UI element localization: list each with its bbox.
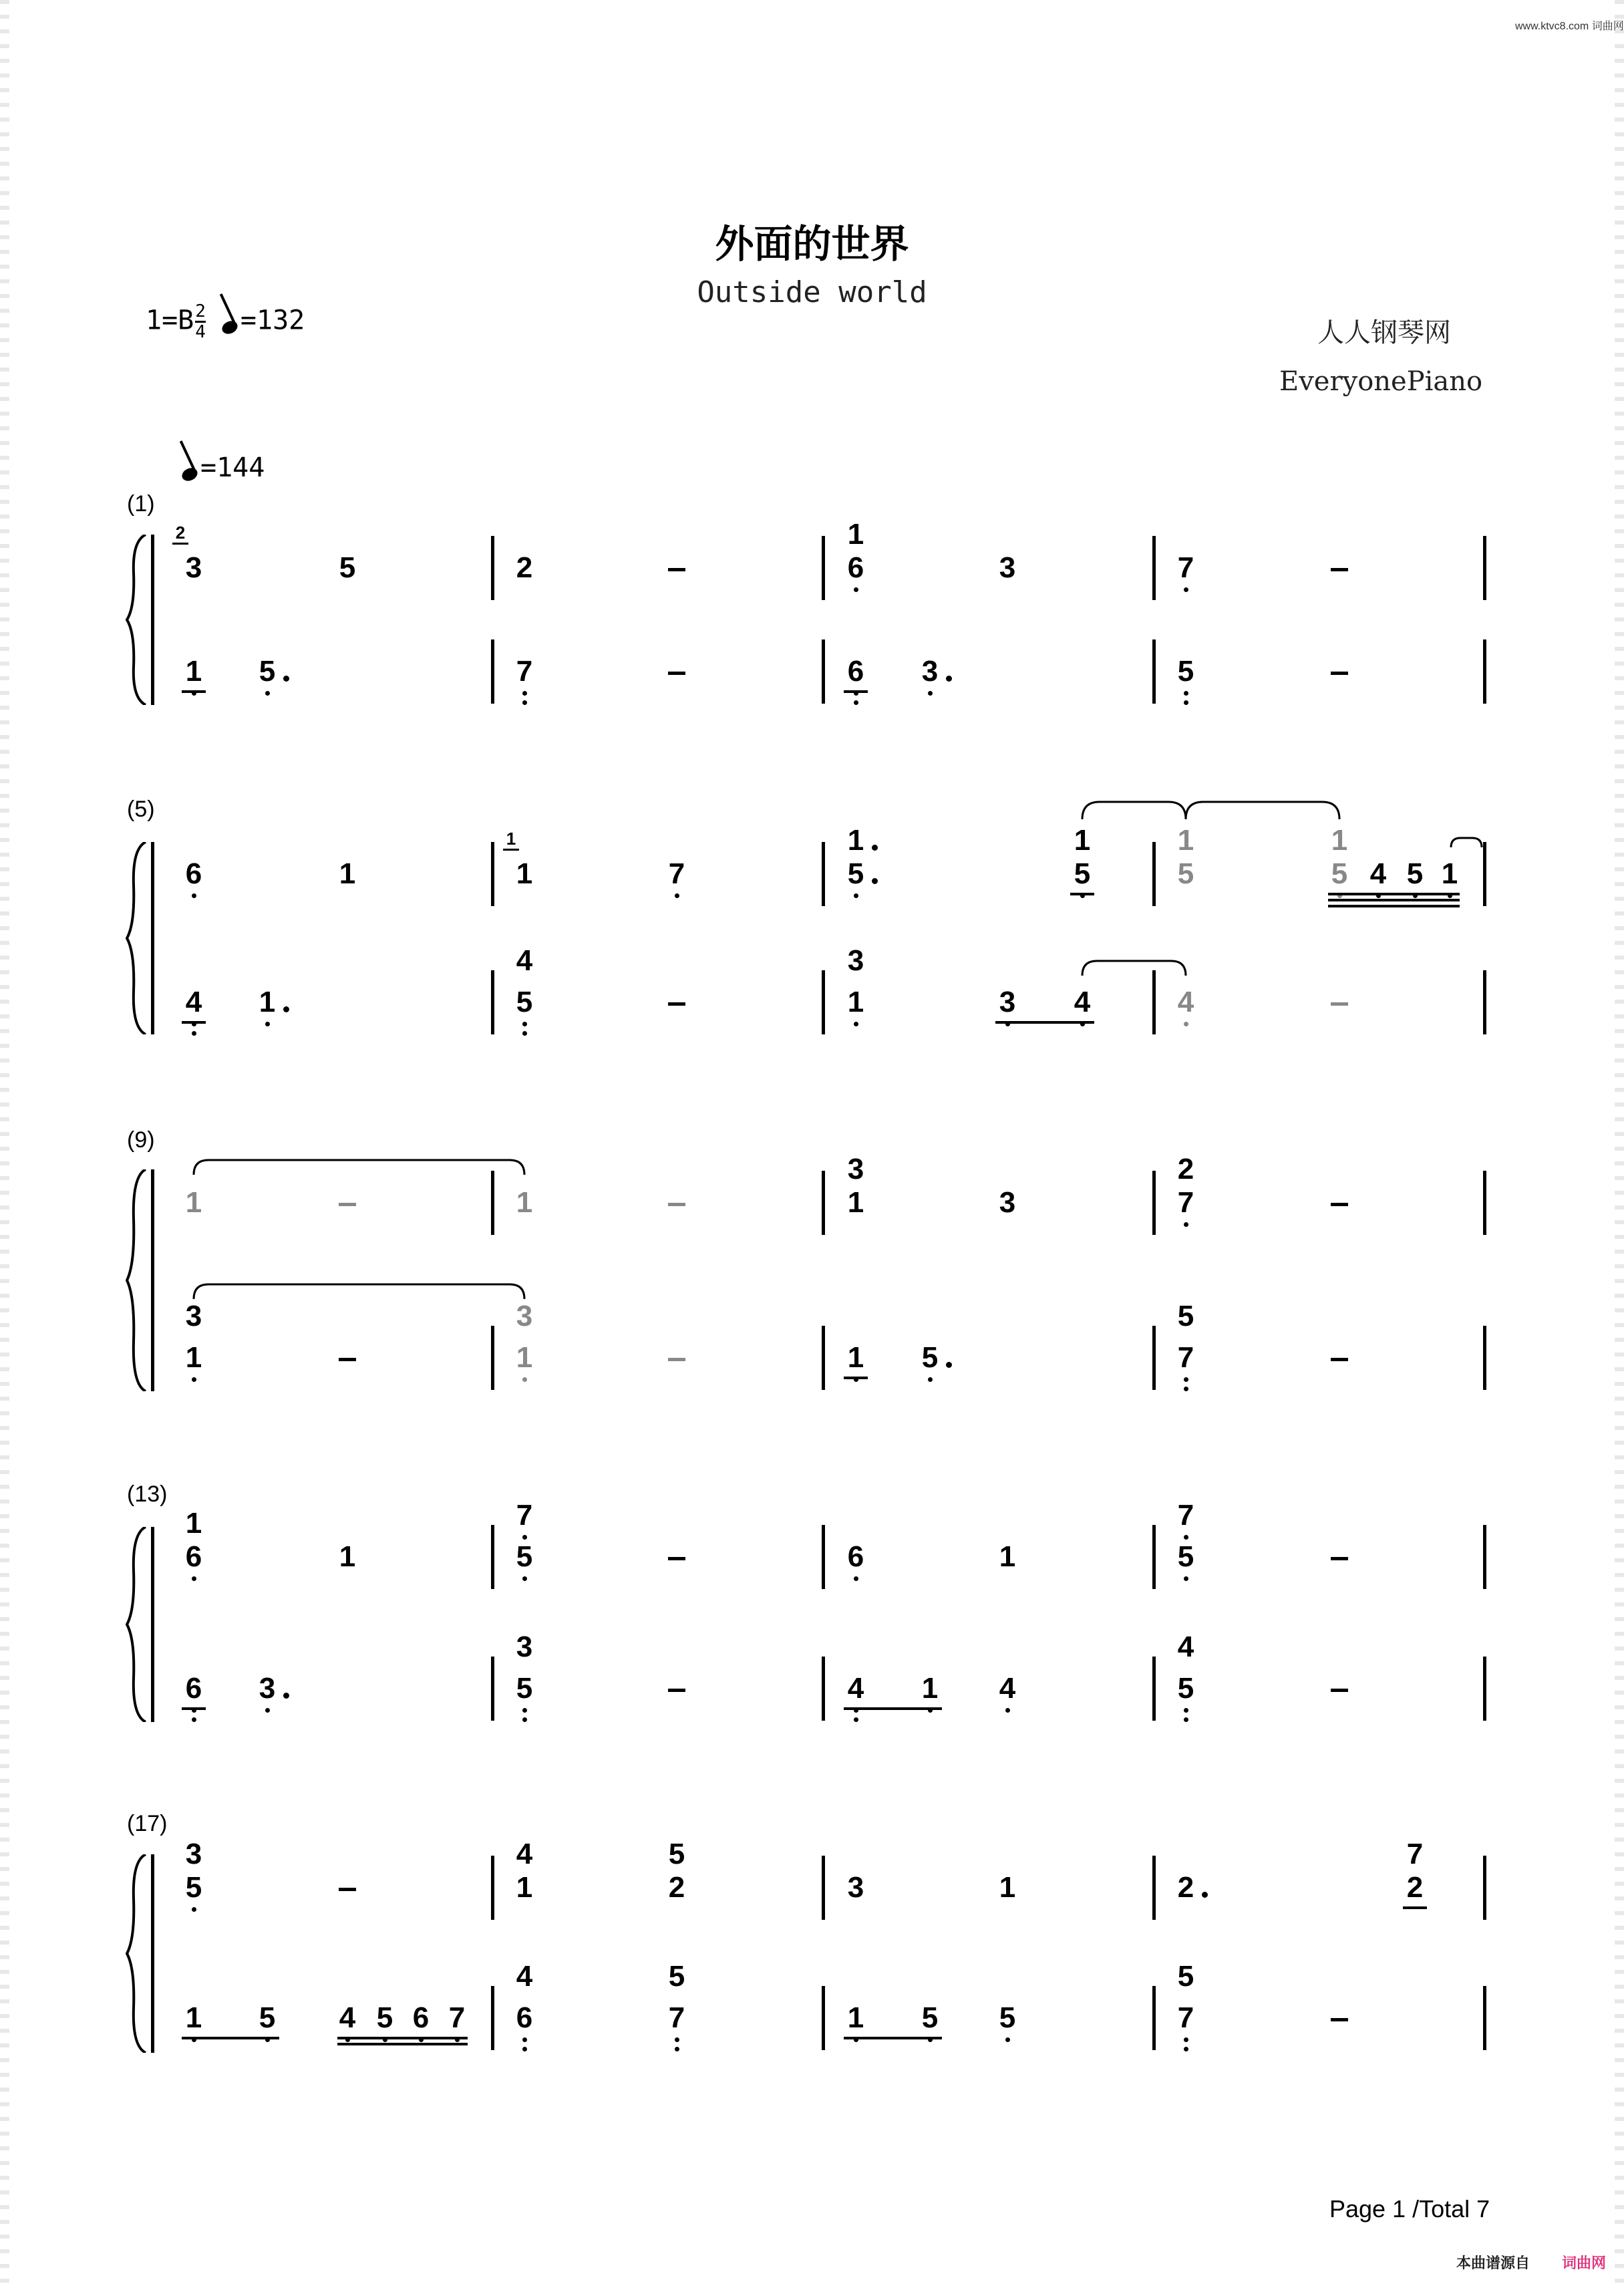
right-margin-decoration bbox=[1615, 0, 1624, 2284]
jianpu-note: 7 bbox=[1172, 1186, 1199, 1220]
jianpu-note: 6 bbox=[511, 2001, 538, 2035]
barline bbox=[822, 970, 825, 1034]
jianpu-note: 5 bbox=[842, 857, 869, 891]
rest-dash bbox=[668, 568, 685, 571]
barline bbox=[491, 970, 494, 1034]
rest-dash bbox=[1331, 1002, 1348, 1006]
jianpu-note: 5 bbox=[511, 1672, 538, 1705]
measure-number: (1) bbox=[127, 491, 155, 517]
beam-underline bbox=[844, 690, 868, 693]
rest-dash bbox=[1331, 568, 1348, 571]
jianpu-note: 1 bbox=[180, 2001, 207, 2035]
barline bbox=[491, 639, 494, 704]
jianpu-note: 6 bbox=[180, 857, 207, 891]
jianpu-note: 2 bbox=[668, 1871, 685, 1904]
jianpu-note: 5 bbox=[1177, 857, 1194, 890]
beam-underline bbox=[1328, 899, 1460, 901]
jianpu-note: 5 bbox=[994, 2001, 1021, 2035]
jianpu-note: 5 bbox=[1172, 1672, 1199, 1705]
jianpu-note: 5 bbox=[180, 1871, 207, 1904]
jianpu-note: 5 bbox=[668, 1960, 685, 1993]
jianpu-note: 1 bbox=[516, 1186, 533, 1219]
jianpu-note: 7 bbox=[1406, 1838, 1424, 1870]
jianpu-note: 5 bbox=[1069, 857, 1096, 891]
rest-dash bbox=[1331, 672, 1348, 675]
system-line bbox=[151, 535, 154, 705]
barline bbox=[491, 536, 494, 600]
jianpu-note: 6 bbox=[180, 1540, 207, 1574]
barline bbox=[491, 1986, 494, 2050]
rest-dash bbox=[1331, 1358, 1348, 1361]
barline bbox=[822, 1657, 825, 1721]
jianpu-note: 4 bbox=[842, 1672, 869, 1705]
jianpu-note: 1 bbox=[185, 1507, 202, 1540]
barline bbox=[1483, 842, 1486, 906]
jianpu-note: 4 bbox=[1172, 986, 1199, 1019]
barline bbox=[491, 1657, 494, 1721]
barline bbox=[822, 639, 825, 704]
jianpu-note: 7 bbox=[1172, 551, 1199, 585]
grace-note: 1 bbox=[506, 829, 516, 849]
slur-tie bbox=[1082, 802, 1186, 819]
rest-dash bbox=[339, 1203, 356, 1206]
tempo-change: =144 bbox=[172, 452, 265, 483]
beam-underline bbox=[995, 1021, 1094, 1024]
jianpu-note: 4 bbox=[180, 986, 207, 1019]
barline bbox=[1152, 1171, 1156, 1235]
jianpu-note: 3 bbox=[185, 551, 202, 584]
rest-dash bbox=[668, 1203, 685, 1206]
key-signature: 1=B bbox=[146, 305, 194, 336]
rest-dash bbox=[668, 1557, 685, 1560]
slur-tie bbox=[1186, 802, 1339, 819]
jianpu-note: 7 bbox=[1172, 1499, 1199, 1532]
jianpu-note: 4 bbox=[994, 1672, 1021, 1705]
jianpu-note: 1 bbox=[1436, 857, 1463, 891]
augmentation-dot bbox=[946, 676, 952, 682]
beam-underline bbox=[1328, 905, 1460, 907]
augmentation-dot bbox=[946, 1362, 952, 1368]
song-title: 外面的世界 bbox=[715, 221, 909, 267]
slur-tie bbox=[194, 1284, 524, 1299]
jianpu-note: 5 bbox=[1402, 857, 1428, 891]
barline bbox=[1152, 1657, 1156, 1721]
jianpu-note: 4 bbox=[1177, 1630, 1194, 1663]
jianpu-note: 1 bbox=[254, 986, 281, 1019]
jianpu-note: 1 bbox=[511, 1341, 538, 1375]
barline bbox=[822, 1986, 825, 2050]
rest-dash bbox=[668, 1358, 685, 1361]
jianpu-note: 7 bbox=[511, 1499, 538, 1532]
tempo-marking: =132 bbox=[240, 305, 305, 336]
barline bbox=[1483, 970, 1486, 1034]
jianpu-note: 5 bbox=[668, 1838, 685, 1870]
jianpu-note: 5 bbox=[254, 655, 281, 688]
jianpu-note: 7 bbox=[1172, 1341, 1199, 1375]
jianpu-note: 3 bbox=[994, 986, 1021, 1019]
beam-underline bbox=[337, 2037, 468, 2039]
jianpu-note: 3 bbox=[847, 1153, 864, 1185]
jianpu-note: 2 bbox=[1177, 1871, 1194, 1904]
jianpu-note: 5 bbox=[371, 2001, 398, 2035]
augmentation-dot bbox=[1202, 1892, 1208, 1898]
jianpu-note: 1 bbox=[180, 1341, 207, 1375]
measure-number: (9) bbox=[127, 1127, 155, 1153]
barline bbox=[1483, 1525, 1486, 1589]
jianpu-note: 6 bbox=[842, 551, 869, 585]
rest-dash bbox=[668, 1002, 685, 1006]
jianpu-note: 3 bbox=[847, 1871, 864, 1904]
beam-underline bbox=[182, 690, 206, 693]
measure-number: (13) bbox=[127, 1481, 168, 1507]
slur-tie bbox=[1451, 838, 1482, 847]
jianpu-note: 3 bbox=[516, 1630, 533, 1663]
jianpu-note: 3 bbox=[999, 551, 1016, 584]
site-watermark: www.ktvc8.com 词曲网 bbox=[1515, 21, 1624, 32]
time-signature: $\frac{2}{4}$ bbox=[195, 301, 206, 342]
jianpu-note: 3 bbox=[917, 655, 943, 688]
jianpu-note: 3 bbox=[185, 1838, 202, 1870]
system-brace bbox=[126, 1854, 150, 2053]
jianpu-note: 7 bbox=[663, 857, 690, 891]
rest-dash bbox=[339, 1888, 356, 1891]
jianpu-note: 4 bbox=[516, 1960, 533, 1993]
beam-underline bbox=[182, 2037, 279, 2039]
barline bbox=[822, 1171, 825, 1235]
system-line bbox=[151, 1854, 154, 2053]
jianpu-note: 6 bbox=[842, 655, 869, 688]
grace-note: 2 bbox=[175, 523, 186, 543]
jianpu-note: 5 bbox=[1172, 1540, 1199, 1574]
jianpu-note: 5 bbox=[917, 2001, 943, 2035]
rest-dash bbox=[1331, 1203, 1348, 1206]
grace-underline bbox=[172, 543, 188, 545]
beam-underline bbox=[1328, 893, 1460, 895]
measure-number: (5) bbox=[127, 797, 155, 822]
jianpu-note: 7 bbox=[444, 2001, 470, 2035]
barline bbox=[1483, 1856, 1486, 1920]
jianpu-note: 1 bbox=[999, 1871, 1016, 1904]
jianpu-note: 1 bbox=[339, 857, 356, 890]
augmentation-dot bbox=[872, 878, 878, 884]
song-subtitle: Outside world bbox=[697, 275, 927, 309]
arranger-en: EveryonePiano bbox=[1279, 366, 1483, 397]
jianpu-note: 1 bbox=[1331, 824, 1348, 857]
jianpu-note: 4 bbox=[1069, 986, 1096, 1019]
jianpu-note: 1 bbox=[842, 2001, 869, 2035]
jianpu-note: 5 bbox=[254, 2001, 281, 2035]
system-line bbox=[151, 1527, 154, 1722]
jianpu-note: 1 bbox=[516, 1871, 533, 1904]
jianpu-note: 1 bbox=[847, 1186, 864, 1219]
jianpu-note: 1 bbox=[1074, 824, 1091, 857]
jianpu-note: 4 bbox=[1365, 857, 1392, 891]
barline bbox=[1152, 1326, 1156, 1390]
jianpu-note: 1 bbox=[842, 986, 869, 1019]
barline bbox=[1483, 639, 1486, 704]
barline bbox=[1152, 536, 1156, 600]
measure-number: (17) bbox=[127, 1811, 168, 1836]
system-line bbox=[151, 1169, 154, 1391]
jianpu-note: 5 bbox=[511, 986, 538, 1019]
jianpu-note: 5 bbox=[1326, 857, 1353, 891]
beam-underline bbox=[844, 1707, 942, 1710]
beam-underline bbox=[182, 1021, 206, 1024]
barline bbox=[491, 842, 494, 906]
barline bbox=[491, 1326, 494, 1390]
jianpu-note: 5 bbox=[339, 551, 356, 584]
augmentation-dot bbox=[283, 676, 289, 682]
jianpu-note: 5 bbox=[1172, 655, 1199, 688]
jianpu-note: 6 bbox=[180, 1672, 207, 1705]
barline bbox=[491, 1171, 494, 1235]
jianpu-note: 6 bbox=[408, 2001, 434, 2035]
jianpu-note: 7 bbox=[663, 2001, 690, 2035]
barline bbox=[822, 1525, 825, 1589]
slur-tie bbox=[1082, 961, 1186, 976]
barline bbox=[1152, 1856, 1156, 1920]
left-margin-decoration bbox=[0, 0, 9, 2284]
quarter-note-icon bbox=[180, 466, 199, 483]
barline bbox=[1152, 970, 1156, 1034]
barline bbox=[1483, 1326, 1486, 1390]
jianpu-note: 1 bbox=[516, 857, 533, 890]
barline bbox=[1152, 1525, 1156, 1589]
jianpu-note: 6 bbox=[842, 1540, 869, 1574]
beam-underline bbox=[1403, 1906, 1427, 1909]
augmentation-dot bbox=[872, 845, 878, 851]
footer-source: 本曲谱源自 bbox=[1456, 2255, 1530, 2271]
barline bbox=[1483, 1986, 1486, 2050]
barline bbox=[822, 536, 825, 600]
system-brace bbox=[126, 535, 150, 705]
jianpu-note: 5 bbox=[1177, 1300, 1194, 1332]
jianpu-note: 7 bbox=[511, 655, 538, 688]
jianpu-note: 5 bbox=[1177, 1960, 1194, 1993]
jianpu-note: 1 bbox=[185, 1186, 202, 1219]
barline bbox=[822, 1326, 825, 1390]
rest-dash bbox=[1331, 2018, 1348, 2021]
rest-dash bbox=[1331, 1689, 1348, 1692]
jianpu-note: 1 bbox=[1177, 824, 1194, 857]
rest-dash bbox=[668, 1689, 685, 1692]
beam-underline bbox=[844, 1377, 868, 1379]
jianpu-note: 7 bbox=[1172, 2001, 1199, 2035]
slur-tie bbox=[194, 1160, 524, 1175]
beam-underline bbox=[844, 2037, 942, 2039]
system-brace bbox=[126, 842, 150, 1034]
jianpu-note: 1 bbox=[842, 1341, 869, 1375]
system-brace bbox=[126, 1169, 150, 1391]
jianpu-note: 1 bbox=[339, 1540, 356, 1573]
barline bbox=[1152, 639, 1156, 704]
quarter-note-icon bbox=[220, 318, 239, 335]
rest-dash bbox=[668, 672, 685, 675]
barline bbox=[491, 1525, 494, 1589]
jianpu-note: 1 bbox=[847, 518, 864, 551]
jianpu-note: 4 bbox=[334, 2001, 361, 2035]
jianpu-note: 4 bbox=[516, 1838, 533, 1870]
barline bbox=[822, 842, 825, 906]
jianpu-note: 2 bbox=[516, 551, 533, 584]
barline bbox=[1483, 1657, 1486, 1721]
jianpu-note: 2 bbox=[1177, 1153, 1194, 1185]
arranger-cn: 人人钢琴网 bbox=[1317, 317, 1451, 348]
beam-underline bbox=[1070, 893, 1094, 895]
jianpu-note: 3 bbox=[254, 1672, 281, 1705]
system-line bbox=[151, 842, 154, 1034]
jianpu-note: 4 bbox=[516, 944, 533, 977]
jianpu-note: 3 bbox=[847, 944, 864, 977]
barline bbox=[1152, 842, 1156, 906]
barline bbox=[491, 1856, 494, 1920]
footer-site-logo: 词曲网 bbox=[1562, 2255, 1607, 2271]
rest-dash bbox=[339, 1358, 356, 1361]
jianpu-note: 5 bbox=[917, 1341, 943, 1375]
rest-dash bbox=[1331, 1557, 1348, 1560]
jianpu-note: 3 bbox=[999, 1186, 1016, 1219]
jianpu-note: 2 bbox=[1406, 1871, 1424, 1904]
jianpu-note: 1 bbox=[917, 1672, 943, 1705]
barline bbox=[1152, 1986, 1156, 2050]
jianpu-note: 1 bbox=[999, 1540, 1016, 1573]
augmentation-dot bbox=[283, 1006, 289, 1012]
jianpu-note: 5 bbox=[511, 1540, 538, 1574]
system-brace bbox=[126, 1527, 150, 1722]
jianpu-note: 1 bbox=[180, 655, 207, 688]
jianpu-note: 1 bbox=[847, 824, 864, 857]
barline bbox=[822, 1856, 825, 1920]
jianpu-note: 3 bbox=[185, 1300, 202, 1332]
barline bbox=[1483, 536, 1486, 600]
page-number: Page 1 /Total 7 bbox=[1329, 2195, 1490, 2223]
key-tempo-line bbox=[146, 302, 305, 341]
beam-underline bbox=[182, 1707, 206, 1710]
beam-underline bbox=[337, 2043, 468, 2045]
grace-underline bbox=[503, 849, 519, 851]
barline bbox=[1483, 1171, 1486, 1235]
jianpu-note: 3 bbox=[516, 1300, 533, 1332]
augmentation-dot bbox=[283, 1693, 289, 1699]
